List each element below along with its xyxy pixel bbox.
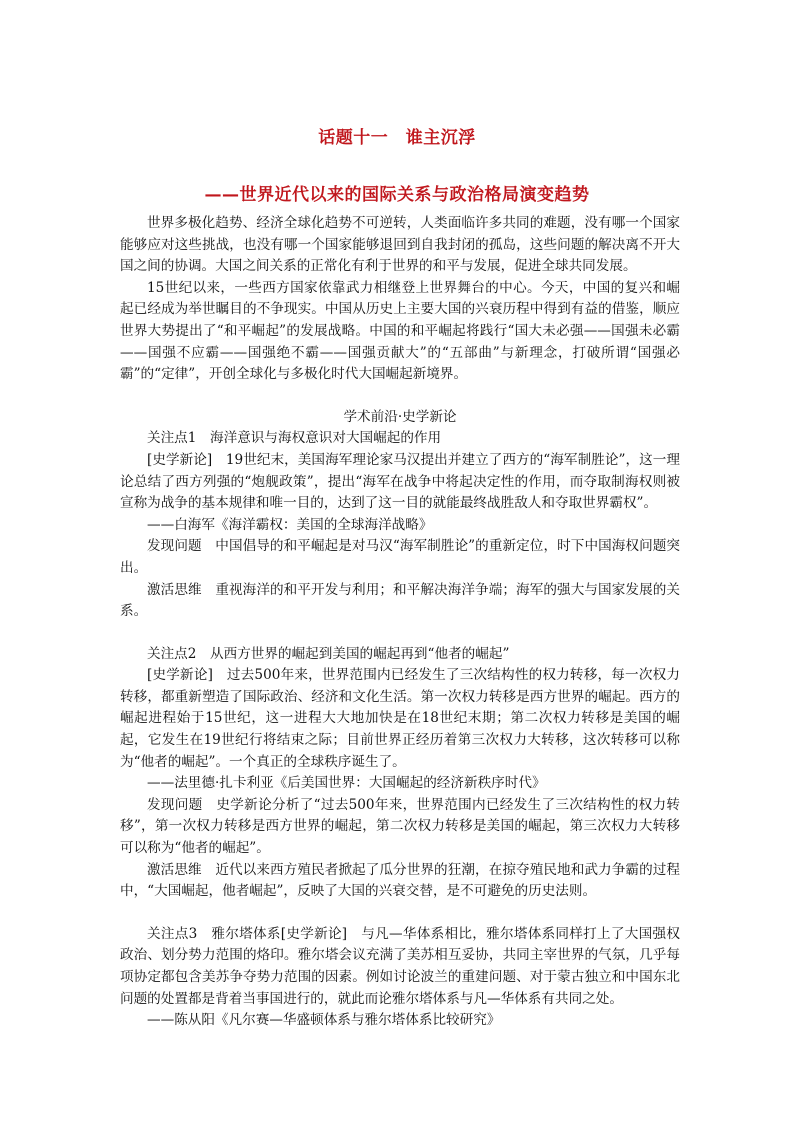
spacer [120, 623, 680, 644]
focus1-source: ——白海军《海洋霸权：美国的全球海洋战略》 [147, 516, 433, 533]
focus1-discover: 发现问题 中国倡导的和平崛起是对马汉“海军制胜论”的重新定位，时下中国海权问题突出。 [120, 538, 680, 576]
focus2-heading: 关注点2 从西方世界的崛起到美国的崛起再到“他者的崛起” [147, 645, 510, 662]
focus1-heading: 关注点1 海洋意识与海权意识对大国崛起的作用 [147, 430, 442, 447]
section-heading: 学术前沿·史学新论 [343, 408, 457, 425]
focus2-discover: 发现问题 史学新论分析了“过去500年来，世界范围内已经发生了三次结构性的权力转移”，第一次权力转移是西方世界的崛起，第二次权力转移是美国的崛起，第三次权力大转移可以称为“他者的崛起”。 [120, 796, 680, 857]
spacer [120, 903, 680, 924]
intro-paragraph-2: 15世纪以来，一些西方国家依靠武力相继登上世界舞台的中心。今天，中国的复兴和崛起已经成为举世瞩目的不争现实。中国从历史上主要大国的兴衰历程中得到有益的借鉴，顺应世界大势提出了“和平崛起”的发展战略。中国的和平崛起将践行“国大未必强——国强未必霸——国强不应霸——国强绝不霸——国强贡献大”的“五部曲”与新理念，打破所谓“国强必霸”的“定律”，开创全球化与多极化时代大国崛起新境界。 [120, 279, 680, 383]
focus2-text: [史学新论] 过去500年来，世界范围内已经发生了三次结构性的权力转移，每一次权力转移，都重新塑造了国际政治、经济和文化生活。第一次权力转移是西方世界的崛起。西方的崛起进程始于15世纪，这一进程大大地加快是在18世纪末期；第二次权力转移是美国的崛起，它发生在19世纪行将结束之际；目前世界正经历着第三次权力大转移，这次转移可以称为“他者的崛起”。一个真正的全球秩序诞生了。 [120, 667, 680, 770]
page-subtitle: ——世界近代以来的国际关系与政治格局演变趋势 [204, 185, 590, 205]
focus1-activate: 激活思维 重视海洋的和平开发与利用；和平解决海洋争端；海军的强大与国家发展的关系。 [120, 581, 680, 620]
focus1-text: [史学新论] 19世纪末，美国海军理论家马汉提出并建立了西方的“海军制胜论”，这一理论总结了西方列强的“炮舰政策”，提出“海军在战争中将起决定性的作用，而夺取制海权则被宣称为战争的基本规律和唯一目的，达到了这一目的就能最终战胜敌人和夺取世界霸权”。 [120, 451, 680, 512]
document-body [120, 213, 680, 1032]
focus2-source: ——法里德·扎卡利亚《后美国世界：大国崛起的经济新秩序时代》 [147, 775, 546, 792]
intro-paragraph-1: 世界多极化趋势、经济全球化趋势不可逆转，人类面临许多共同的难题，没有哪一个国家能够应对这些挑战，也没有哪一个国家能够退回到自我封闭的孤岛，这些问题的解决离不开大国之间的协调。大国之间关系的正常化有利于世界的和平与发展，促进全球共同发展。 [120, 215, 680, 275]
focus3-text: 关注点3 雅尔塔体系[史学新论] 与凡—华体系相比，雅尔塔体系同样打上了大国强权政治、划分势力范围的烙印。雅尔塔会议充满了美苏相互妥协，共同主宰世界的气氛，几乎每项协定都包含美苏争夺势力范围的因素。例如讨论波兰的重建问题、对于蒙古独立和中国东北问题的处置都是背着当事国进行的，就此而论雅尔塔体系与凡—华体系有共同之处。 [120, 925, 680, 1007]
focus3-source: ——陈从阳《凡尔赛—华盛顿体系与雅尔塔体系比较研究》 [147, 1012, 501, 1029]
focus2-activate: 激活思维 近代以来西方殖民者掀起了瓜分世界的狂潮，在掠夺殖民地和武力争霸的过程中，“大国崛起，他者崛起”，反映了大国的兴衰交替，是不可避免的历史法则。 [120, 861, 680, 900]
spacer [120, 386, 680, 407]
page-title: 话题十一 谁主沉浮 [318, 128, 476, 148]
